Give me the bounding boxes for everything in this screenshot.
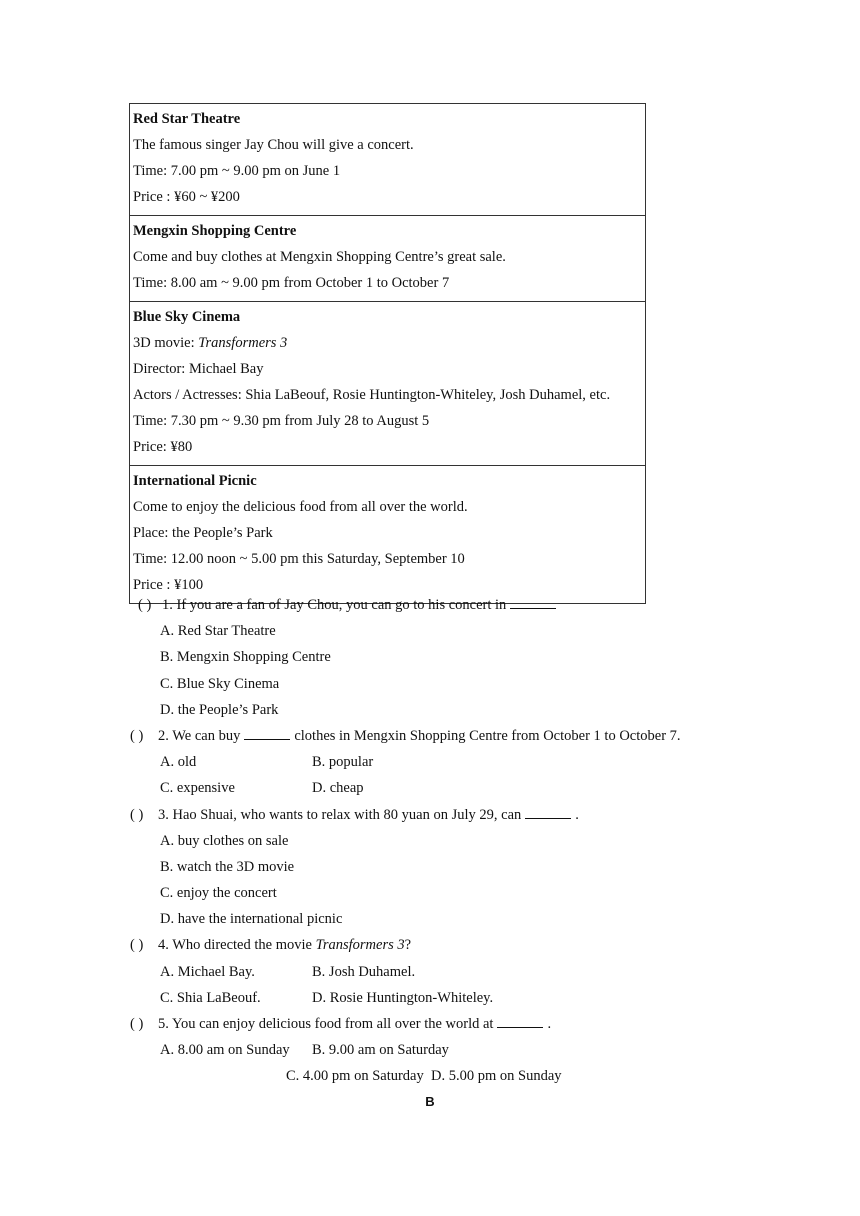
ad-line: Actors / Actresses: Shia LaBeouf, Rosie Huntington-Whiteley, Josh Duhamel, etc. xyxy=(133,387,611,403)
ad-red-star-theatre xyxy=(130,104,645,216)
ad-blue-sky-cinema xyxy=(130,302,645,466)
ad-line: Place: the People’s Park xyxy=(133,525,273,541)
ad-line: Price : ¥100 xyxy=(133,577,204,593)
question-stem-end: . xyxy=(547,1016,552,1032)
ad-line: Director: Michael Bay xyxy=(133,361,264,377)
question-2 xyxy=(130,723,770,749)
option: C. Blue Sky Cinema xyxy=(160,675,280,692)
ad-title: Mengxin Shopping Centre xyxy=(133,223,297,239)
answer-paren[interactable]: ( ) xyxy=(130,937,144,954)
question-3 xyxy=(130,802,770,828)
question-stem: 5. You can enjoy delicious food from all over the world at xyxy=(158,1016,494,1032)
option-row xyxy=(130,959,770,985)
answer-paren[interactable]: ( ) xyxy=(138,597,152,613)
option-row xyxy=(130,1037,770,1063)
option: B. Josh Duhamel. xyxy=(312,963,416,980)
option: C. expensive xyxy=(160,780,235,797)
option-row xyxy=(130,985,770,1011)
option: B. Mengxin Shopping Centre xyxy=(160,649,331,666)
answer-blank xyxy=(497,1013,543,1028)
question-4 xyxy=(130,932,770,958)
ad-line: Price : ¥60 ~ ¥200 xyxy=(133,189,240,205)
option: B. 9.00 am on Saturday xyxy=(312,1042,449,1059)
question-stem: 2. We can buy xyxy=(158,727,241,744)
ad-line: The famous singer Jay Chou will give a concert. xyxy=(133,137,414,153)
option: A. buy clothes on sale xyxy=(160,832,289,849)
ad-line: Price: ¥80 xyxy=(133,439,193,455)
answer-blank xyxy=(525,804,571,819)
movie-prefix: 3D movie: xyxy=(133,335,199,351)
ad-line: Time: 7.30 pm ~ 9.30 pm from July 28 to August 5 xyxy=(133,413,430,429)
ad-line: Come and buy clothes at Mengxin Shopping Centre’s great sale. xyxy=(133,249,506,265)
questions-section xyxy=(130,592,770,1090)
answer-paren[interactable]: ( ) xyxy=(130,806,144,823)
section-label: B xyxy=(425,1094,435,1109)
ad-line: Time: 12.00 noon ~ 5.00 pm this Saturday, September 10 xyxy=(133,551,465,567)
option: D. cheap xyxy=(312,780,364,797)
option: C. 4.00 pm on Saturday xyxy=(286,1068,424,1085)
question-stem: 3. Hao Shuai, who wants to relax with 80 yuan on July 29, can xyxy=(158,806,522,823)
option: A. Red Star Theatre xyxy=(160,623,276,640)
question-1 xyxy=(130,592,770,618)
answer-blank xyxy=(244,725,290,740)
movie-title: Transformers 3 xyxy=(198,335,288,351)
option: D. Rosie Huntington-Whiteley. xyxy=(312,989,494,1006)
question-stem-end: . xyxy=(575,806,579,823)
question-5 xyxy=(130,1011,770,1037)
option-row xyxy=(130,1063,770,1089)
question-stem-italic: Transformers 3 xyxy=(315,937,405,954)
question-stem: 1. If you are a fan of Jay Chou, you can go to his concert in xyxy=(162,597,507,613)
question-stem-end: ? xyxy=(404,937,412,954)
option-pair xyxy=(286,1063,562,1089)
option: D. have the international picnic xyxy=(160,911,343,928)
ad-title: Blue Sky Cinema xyxy=(133,309,241,325)
ad-line: Come to enjoy the delicious food from all over the world. xyxy=(133,499,468,515)
ad-movie-line xyxy=(133,330,642,356)
option: C. enjoy the concert xyxy=(160,885,277,902)
answer-paren[interactable]: ( ) xyxy=(130,1016,144,1032)
ad-title: International Picnic xyxy=(133,473,257,489)
ad-mengxin-shopping-centre xyxy=(130,216,645,302)
option: B. watch the 3D movie xyxy=(160,858,295,875)
option: A. 8.00 am on Sunday xyxy=(160,1042,290,1059)
advertisements-table xyxy=(129,103,646,604)
question-stem-end: clothes in Mengxin Shopping Centre from October 1 to October 7. xyxy=(294,727,681,744)
option-row xyxy=(130,749,770,775)
ad-international-picnic xyxy=(130,466,645,603)
option-row xyxy=(130,775,770,801)
ad-title: Red Star Theatre xyxy=(133,111,241,127)
option: C. Shia LaBeouf. xyxy=(160,989,261,1006)
option: D. the People’s Park xyxy=(160,701,279,718)
answer-paren[interactable]: ( ) xyxy=(130,727,144,744)
option: A. old xyxy=(160,754,197,771)
option: A. Michael Bay. xyxy=(160,963,255,980)
question-stem: 4. Who directed the movie xyxy=(158,937,316,954)
ad-line: Time: 7.00 pm ~ 9.00 pm on June 1 xyxy=(133,163,341,179)
ad-line: Time: 8.00 am ~ 9.00 pm from October 1 to October 7 xyxy=(133,275,450,291)
answer-blank xyxy=(510,594,556,609)
option: B. popular xyxy=(312,754,374,771)
option: D. 5.00 pm on Sunday xyxy=(431,1068,562,1085)
